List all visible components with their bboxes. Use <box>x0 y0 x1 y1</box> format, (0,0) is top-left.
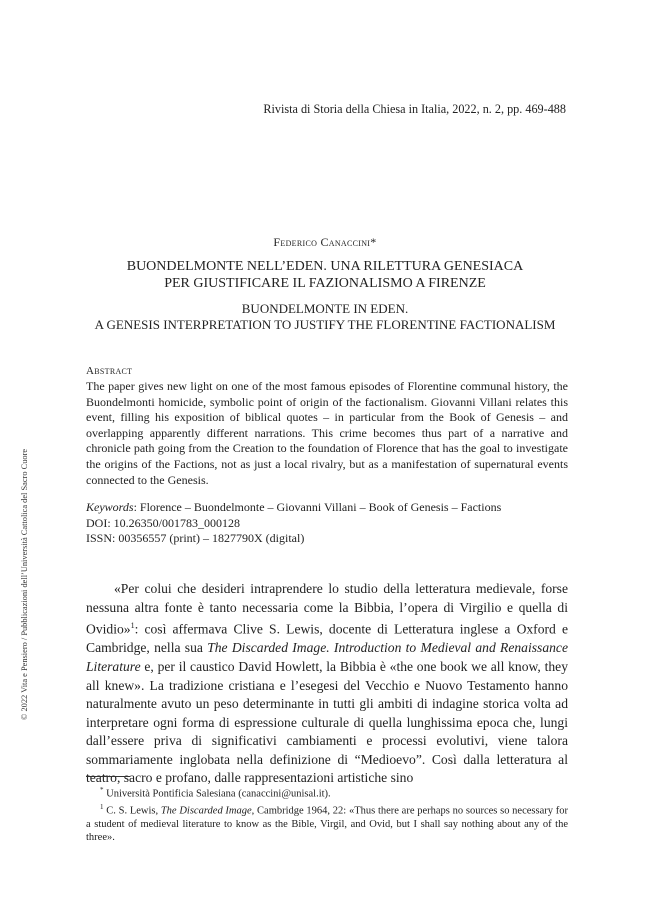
keywords-label: Keywords <box>86 500 134 514</box>
footnotes <box>86 784 568 845</box>
doi-line: DOI: 10.26350/001783_000128 <box>86 515 240 530</box>
footnote-author-affiliation <box>86 784 568 801</box>
journal-header: Rivista di Storia della Chiesa in Italia, 2022, n. 2, pp. 469-488 <box>263 102 566 116</box>
abstract-text: The paper gives new light on one of the most famous episodes of Florentine communal history, the Buondelmonti homicide, symbolic point of origin of the factionalism. Giovanni Villani relates this event, filling his exposition of biblical quotes – in particular from the Book of Genesis – and overlapping apparently different narrations. This crime becomes thus part of a narrative and chronicle path going from the Creation to the foundation of Florence that has the goal to investigate the origins of the Factions, not as just a local rivalry, but as a manifestation of supernatural events connected to the Genesis. <box>86 379 568 487</box>
book-title-italic: The Discarded Image. Introduction to Medieval and Renaissance Literature <box>86 640 568 674</box>
footnote-star-text: Università Pontificia Salesiana (canaccini@unisal.it). <box>103 788 331 800</box>
footnote-1 <box>86 801 568 845</box>
title-english <box>0 301 650 333</box>
title-english-line-1: BUONDELMONTE IN EDEN. <box>241 301 409 316</box>
footnote-star-mark: * <box>100 786 104 794</box>
footnote-ref-1: 1 <box>130 621 135 631</box>
article-metadata <box>86 500 501 547</box>
footnote-1-mark: 1 <box>100 802 104 811</box>
footnote-1-title: The Discarded Image <box>160 805 252 817</box>
footnote-1-text: , Cambridge 1964, 22: «Thus there are perhaps no sources so necessary for a student of medieval literature to know as the Bible, Virgil, and Ovid, but I shall say nothing about any of the three». <box>86 805 568 844</box>
body-text-part-2: : così affermava Clive S. Lewis, docente di Letteratura inglese a Oxford e Cambridge, nella sua <box>86 621 568 656</box>
footnote-1-author: C. S. Lewis, <box>103 805 161 817</box>
body-paragraph <box>86 580 568 788</box>
author-name: Federico Canaccini* <box>273 235 377 249</box>
abstract-heading: Abstract <box>86 365 133 377</box>
issn-line: ISSN: 00356557 (print) – 1827790X (digital) <box>86 531 305 546</box>
body-text-part-1: «Per colui che desideri intraprendere lo studio della letteratura medievale, forse nessuna altra fonte è tanto necessaria come la Bibbia, l’opera di Virgilio e quella di Ovidio» <box>86 581 568 637</box>
footnote-divider <box>86 776 130 777</box>
title-italian <box>0 258 650 292</box>
body-text-part-3: e, per il caustico David Howlett, la Bibbia è «the one book we all know, they all knew». La tradizione cristiana e l’esegesi del Vecchio e Nuovo Testamento hanno naturalmente avuto un peso determinante in tutti gli ambiti di indagine storica volta ad interpretare ogni forma di espressione culturale di quella lunghissima epoca che, lungi dall’essere priva di significativi cambiamenti e processi evolutivi, viene talora sommariamente inglobata nella definizione di “Medioevo”. Così dalla letteratura al teatro, sacro e profano, dalle rappresentazioni artistiche sino <box>86 658 568 786</box>
keywords-text: : Florence – Buondelmonte – Giovanni Villani – Book of Genesis – Factions <box>133 500 502 514</box>
title-english-line-2: A GENESIS INTERPRETATION TO JUSTIFY THE FLORENTINE FACTIONALISM <box>94 317 556 332</box>
keywords-line <box>86 500 501 516</box>
copyright-side-note: © 2022 Vita e Pensiero / Pubblicazioni dell’Università Cattolica del Sacro Cuore <box>20 448 29 720</box>
title-italian-line-1: BUONDELMONTE NELL’EDEN. UNA RILETTURA GENESIACA <box>126 259 524 274</box>
title-italian-line-2: PER GIUSTIFICARE IL FAZIONALISMO A FIRENZE <box>164 276 486 291</box>
